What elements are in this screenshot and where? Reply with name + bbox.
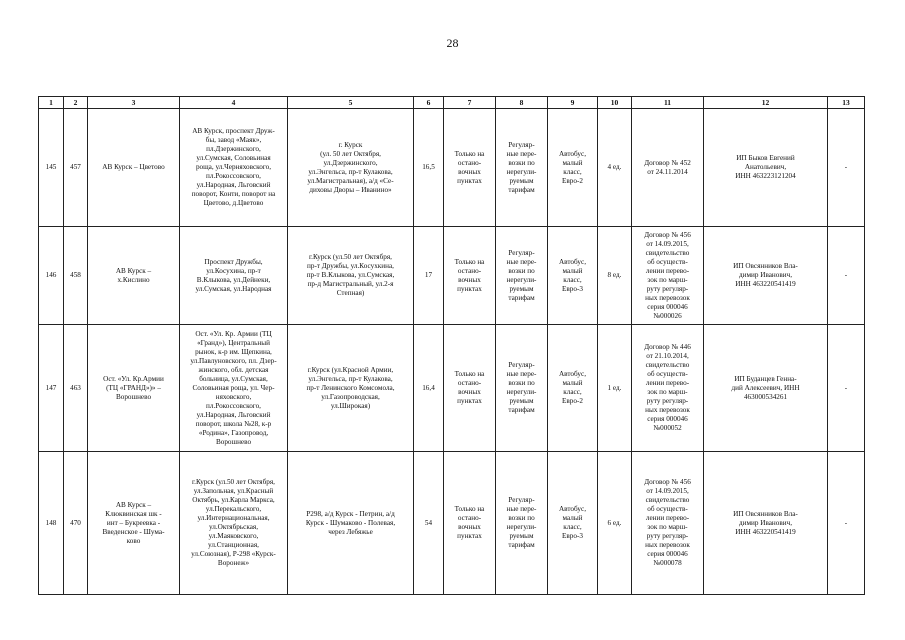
column-header: 12 (704, 97, 828, 109)
column-header: 11 (632, 97, 704, 109)
header-row (39, 97, 865, 109)
column-header: 3 (88, 97, 180, 109)
contract-info: Договор № 456 от 14.09.2015, свидетельство об осуществ- лении перево- зок по марш- руту регуляр- ных перевозок серия 000046 №000078 (632, 452, 704, 595)
vehicle-class: Автобус, малый класс, Евро-3 (548, 227, 598, 325)
notes: - (828, 325, 865, 452)
streets-list: г. Курск (ул. 50 лет Октября, ул.Дзержинского, ул.Энгельса, пр-т Кулакова, ул.Магистральная), а/д «Се- диховы Дворы – Иванино» (288, 109, 414, 227)
row-index: 148 (39, 452, 64, 595)
vehicle-class: Автобус, малый класс, Евро-2 (548, 109, 598, 227)
vehicle-count: 8 ед. (598, 227, 632, 325)
route-number: 457 (64, 109, 88, 227)
transport-type: Регуляр- ные пере- возки по нерегули- руемым тарифам (496, 325, 548, 452)
boarding-order: Только на остано- вочных пунктах (444, 227, 496, 325)
column-header: 1 (39, 97, 64, 109)
table-row (39, 227, 865, 325)
routes-table (38, 96, 865, 595)
route-name: АВ Курск – Цветово (88, 109, 180, 227)
boarding-order: Только на остано- вочных пунктах (444, 452, 496, 595)
column-header: 2 (64, 97, 88, 109)
route-length: 54 (414, 452, 444, 595)
table-row (39, 325, 865, 452)
column-header: 4 (180, 97, 288, 109)
route-name: АВ Курск – х.Кислино (88, 227, 180, 325)
vehicle-class: Автобус, малый класс, Евро-3 (548, 452, 598, 595)
vehicle-class: Автобус, малый класс, Евро-2 (548, 325, 598, 452)
boarding-order: Только на остано- вочных пунктах (444, 109, 496, 227)
column-header: 9 (548, 97, 598, 109)
vehicle-count: 1 ед. (598, 325, 632, 452)
column-header: 13 (828, 97, 865, 109)
stops-list: Проспект Дружбы, ул.Косухина, пр-т В.Клыкова, ул.Дейнеки, ул.Сумская, ул.Народная (180, 227, 288, 325)
route-number: 470 (64, 452, 88, 595)
row-index: 147 (39, 325, 64, 452)
carrier-info: ИП Быков Евгений Анатольевич, ИНН 463223121204 (704, 109, 828, 227)
vehicle-count: 4 ед. (598, 109, 632, 227)
page-number: 28 (446, 36, 459, 50)
notes: - (828, 452, 865, 595)
route-name: Ост. «Ул. Кр.Армии (ТЦ «ГРАНД»)» – Ворошнево (88, 325, 180, 452)
streets-list: г.Курск (ул.50 лет Октября, пр-т Дружбы, ул.Косухкина, пр-т В.Клыкова, ул.Сумская, пр-д Магистральный, ул.2-я Степная) (288, 227, 414, 325)
contract-info: Договор № 452 от 24.11.2014 (632, 109, 704, 227)
route-length: 16,5 (414, 109, 444, 227)
stops-list: Ост. «Ул. Кр. Армии (ТЦ «Гранд»), Центральный рынок, к-р им. Щепкина, ул.Павлуновского, пл. Дзер- жинского, обл. детская больница, ул.Сумская, Соловьиная роща, ул. Чер- няховского, пл.Рокоссовского, ул.Народная, Льговский поворот, школа №28, к-р «Родина», Газопровод, Ворошнево (180, 325, 288, 452)
boarding-order: Только на остано- вочных пунктах (444, 325, 496, 452)
route-length: 17 (414, 227, 444, 325)
column-header: 7 (444, 97, 496, 109)
streets-list: г.Курск (ул.Красной Армии, ул.Энгельса, пр-т Кулакова, пр-т Ленинского Комсомола, ул.Газопроводская, ул.Широкая) (288, 325, 414, 452)
streets-list: Р298, а/д Курск - Петрин, а/д Курск - Шумаково - Полевая, через Лебяжье (288, 452, 414, 595)
transport-type: Регуляр- ные пере- возки по нерегули- руемым тарифам (496, 452, 548, 595)
route-number: 463 (64, 325, 88, 452)
route-name: АВ Курск – Клюквинская шк - инт – Букреевка - Введенское - Шума- ково (88, 452, 180, 595)
table-row (39, 109, 865, 227)
contract-info: Договор № 446 от 21.10.2014, свидетельство об осуществ- лении перево- зок по марш- руту регуляр- ных перевозок серия 000046 №000052 (632, 325, 704, 452)
column-header: 5 (288, 97, 414, 109)
contract-info: Договор № 456 от 14.09.2015, свидетельство об осуществ- лении перево- зок по марш- руту регуляр- ных перевозок серия 000046 №000026 (632, 227, 704, 325)
column-header: 10 (598, 97, 632, 109)
transport-type: Регуляр- ные пере- возки по нерегули- руемым тарифам (496, 109, 548, 227)
route-length: 16,4 (414, 325, 444, 452)
notes: - (828, 227, 865, 325)
stops-list: г.Курск (ул.50 лет Октября, ул.Запольная, ул.Красный Октябрь, ул.Карла Маркса, ул.Перекальского, ул.Интернациональная, ул.Октябрьская, ул.Маяковского, ул.Станционная, ул.Союзная), Р-298 «Курск- Воронеж» (180, 452, 288, 595)
vehicle-count: 6 ед. (598, 452, 632, 595)
table-row (39, 452, 865, 595)
stops-list: АВ Курск, проспект Друж- бы, завод «Маяк», пл.Дзержинского, ул.Сумская, Соловьиная роща, ул.Черняховского, пл.Рокоссовского, ул.Народная, Льговский поворот, Конти, поворот на Цветово, д.Цветово (180, 109, 288, 227)
transport-type: Регуляр- ные пере- возки по нерегули- руемым тарифам (496, 227, 548, 325)
row-index: 145 (39, 109, 64, 227)
route-number: 458 (64, 227, 88, 325)
carrier-info: ИП Овсянников Вла- димир Иванович, ИНН 463220541419 (704, 227, 828, 325)
carrier-info: ИП Овсянников Вла- димир Иванович, ИНН 463220541419 (704, 452, 828, 595)
column-header: 6 (414, 97, 444, 109)
column-header: 8 (496, 97, 548, 109)
notes: - (828, 109, 865, 227)
carrier-info: ИП Буданцев Генна- дий Алексеевич, ИНН 463000534261 (704, 325, 828, 452)
row-index: 146 (39, 227, 64, 325)
